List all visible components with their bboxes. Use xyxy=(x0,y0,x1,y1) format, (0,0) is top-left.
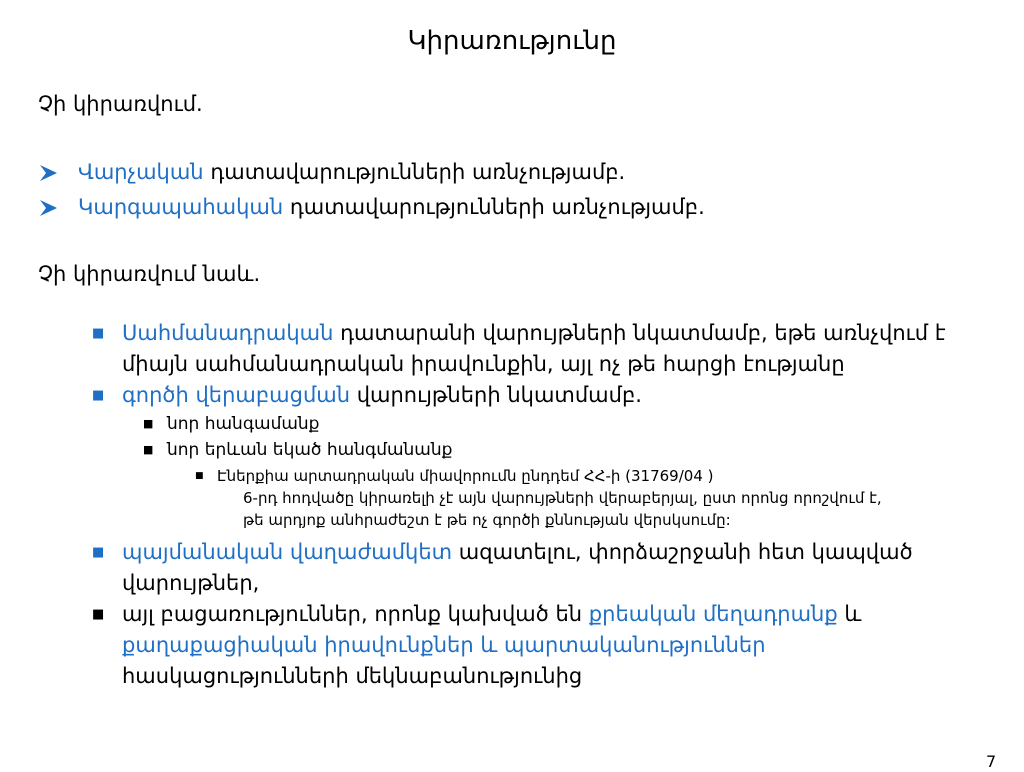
square-bullet-icon: ■ xyxy=(143,417,154,430)
intro-text: Չի կիրառվում. xyxy=(38,92,203,116)
sub-list-item xyxy=(143,437,983,463)
highlight-term: պայմանական վաղաժամկետ xyxy=(122,540,453,564)
item-text: դատավարությունների առնչությամբ. xyxy=(289,195,705,219)
highlight-term: գործի վերաբացման xyxy=(122,383,351,407)
square-bullet-icon: ■ xyxy=(92,545,105,560)
list-item xyxy=(92,318,992,380)
arrow-icon xyxy=(38,192,60,217)
item-text: հասկացությունների մեկնաբանությունից xyxy=(122,664,583,688)
item-continuation: թե արդյոք անհրաժեշտ է թե ոչ գործի քննության վերսկսումը: xyxy=(243,511,731,529)
square-bullet-icon: ■ xyxy=(195,471,204,481)
item-text: դատավարությունների առնչությամբ. xyxy=(210,160,626,184)
item-text: ազատելու, փորձաշրջանի հետ կապված վարույթներ, xyxy=(122,540,913,595)
item-text: և xyxy=(844,602,862,626)
item-text: դատարանի վարույթների նկատմամբ, եթե առնչվում է միայն սահմանադրական իրավունքին, այլ ոչ թե հարցի էությանը xyxy=(122,321,946,376)
intro-text-2: Չի կիրառվում նաև. xyxy=(38,262,261,286)
item-text: այլ բացառություններ, որոնք կախված են xyxy=(122,602,583,626)
list-item xyxy=(92,537,992,599)
square-bullet-icon: ■ xyxy=(92,326,105,341)
highlight-term: քրեական մեղադրանք xyxy=(588,602,838,626)
square-bullet-icon: ■ xyxy=(143,443,154,456)
list-item xyxy=(92,599,992,692)
slide-title: Կիրառությունը xyxy=(407,26,617,56)
sub-sub-list-item xyxy=(195,465,995,531)
item-text: Էներքիա արտադրական միավորումն ընդդեմ ՀՀ-ի (31769/04 ) xyxy=(217,467,714,485)
page-number: 7 xyxy=(986,752,997,771)
highlight-term: Վարչական xyxy=(78,160,204,184)
item-text: նոր երևան եկած հանգմանանք xyxy=(167,440,453,460)
item-continuation: 6-րդ հոդվածը կիրառելի չէ այն վարույթների վերաբերյալ, ըստ որոնց որոշվում է, xyxy=(243,489,882,507)
square-bullet-icon: ■ xyxy=(92,388,105,403)
list-item xyxy=(92,380,992,411)
highlight-term: Սահմանադրական xyxy=(122,321,334,345)
highlight-term: քաղաքացիական իրավունքներ և պարտականություններ xyxy=(122,633,766,657)
arrow-icon xyxy=(38,157,60,182)
highlight-term: Կարգապահական xyxy=(78,195,284,219)
item-text: վարույթների նկատմամբ. xyxy=(356,383,642,407)
square-bullet-icon: ■ xyxy=(92,607,105,622)
sub-list-item xyxy=(143,411,983,437)
item-text: նոր հանգամանք xyxy=(167,414,320,434)
